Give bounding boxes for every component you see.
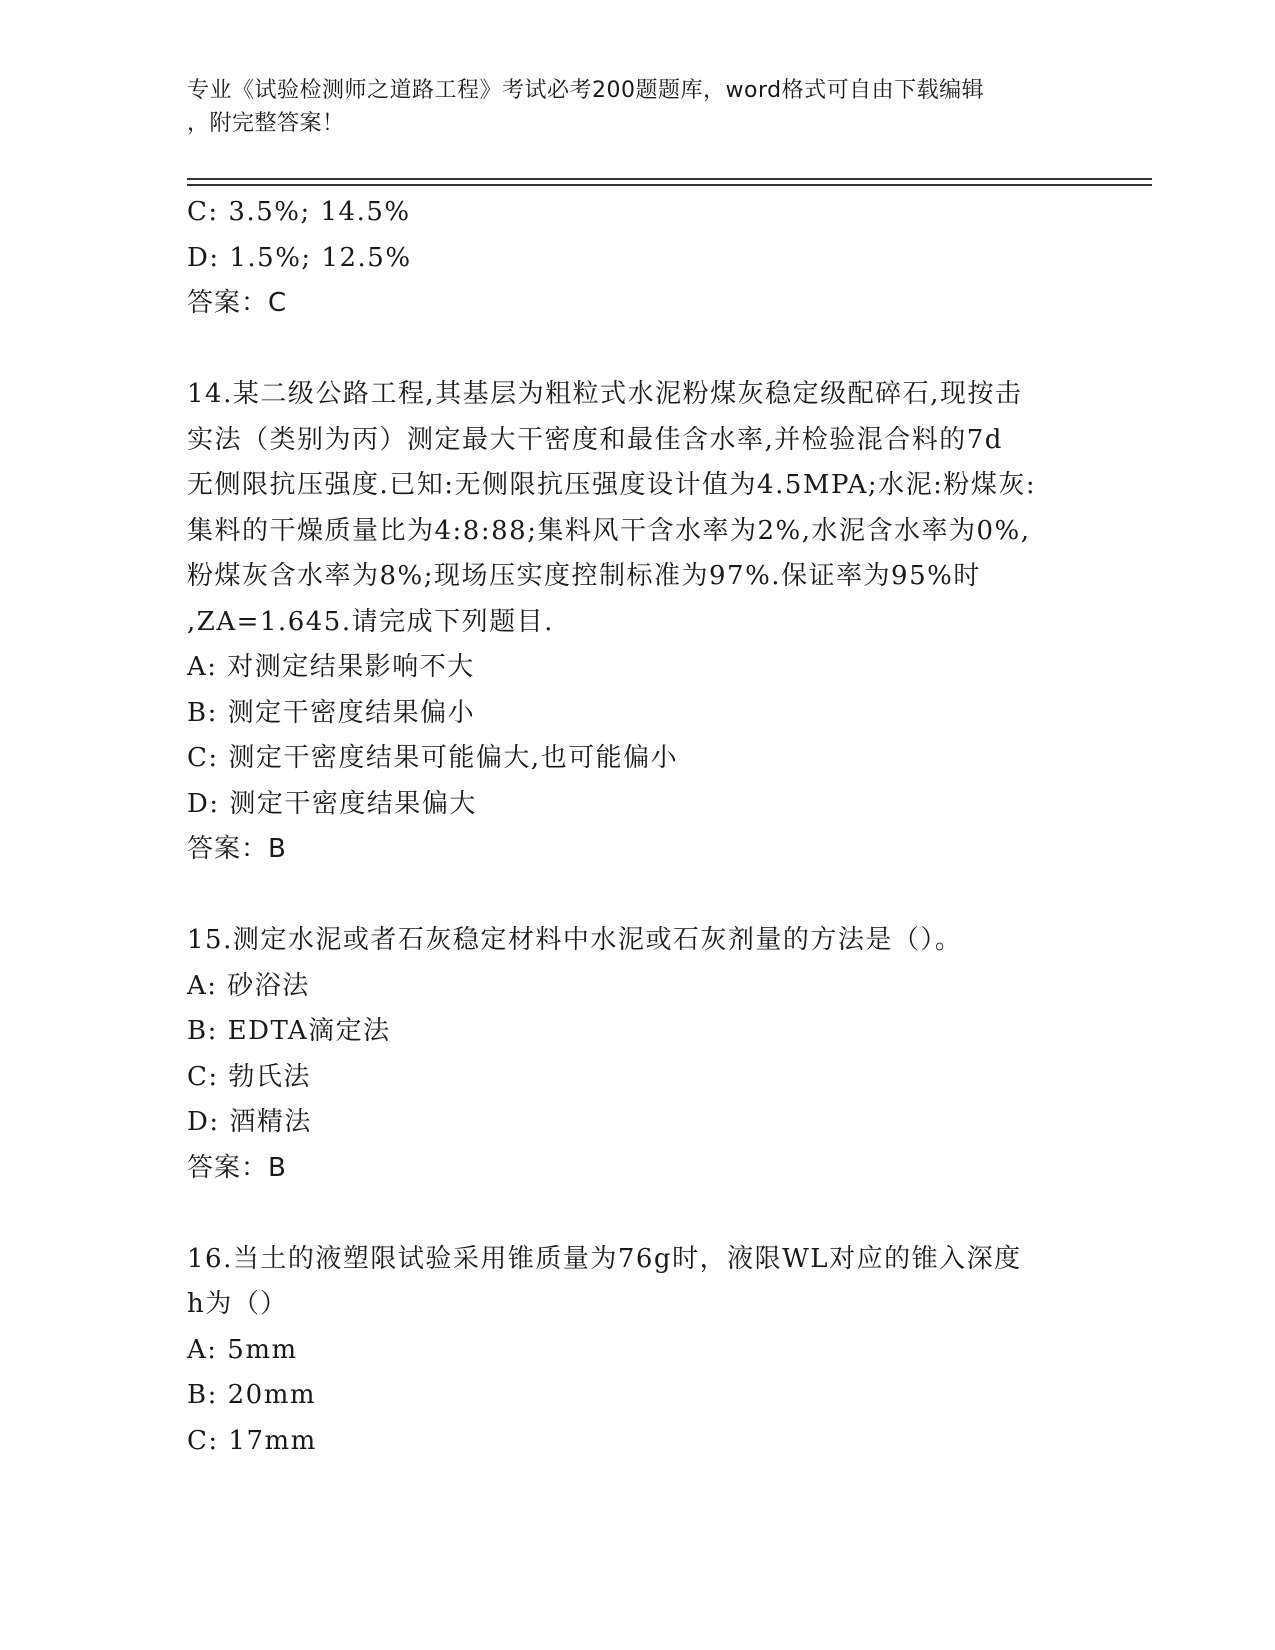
document-body	[187, 190, 1087, 1464]
header-title-line-2: ，附完整答案！	[187, 111, 345, 136]
q16-option-b: B: 20mm	[187, 1380, 317, 1410]
document-header	[187, 74, 1067, 140]
question-14	[187, 372, 1087, 873]
q15-option-a: A: 砂浴法	[187, 970, 310, 1001]
q14-option-b: B: 测定干密度结果偏小	[187, 697, 476, 728]
q15-option-d: D: 酒精法	[187, 1107, 312, 1137]
q14-text-line-1: 14.某二级公路工程,其基层为粗粒式水泥粉煤灰稳定级配碎石,现按击	[187, 379, 1023, 409]
q14-text-line-6: ,ZA=1.645.请完成下列题目.	[187, 606, 554, 637]
q14-text-line-3: 无侧限抗压强度.已知:无侧限抗压强度设计值为4.5MPA;水泥:粉煤灰:	[187, 470, 1037, 500]
q15-text: 15.测定水泥或者石灰稳定材料中水泥或石灰剂量的方法是（）。	[187, 925, 963, 955]
q14-text-line-5: 粉煤灰含水率为8%;现场压实度控制标准为97%.保证率为95%时	[187, 561, 981, 591]
q14-text-line-4: 集料的干燥质量比为4:8:88;集料风干含水率为2%,水泥含水率为0%,	[187, 515, 1031, 546]
question-13	[187, 190, 1087, 327]
spacer	[187, 873, 1087, 919]
q15-option-c: C: 勃氏法	[187, 1061, 311, 1092]
q13-option-d: D: 1.5%; 12.5%	[187, 242, 412, 273]
spacer	[187, 327, 1087, 373]
q14-option-c: C: 测定干密度结果可能偏大,也可能偏小	[187, 743, 679, 773]
q15-option-b: B: EDTA滴定法	[187, 1016, 391, 1046]
q16-text-line-2: h为（）	[187, 1289, 288, 1319]
question-15	[187, 918, 1087, 1191]
q13-answer: 答案：C	[187, 288, 288, 318]
q14-option-d: D: 测定干密度结果偏大	[187, 788, 477, 819]
q16-option-a: A: 5mm	[187, 1334, 298, 1365]
header-divider-top	[187, 178, 1152, 180]
q14-answer: 答案：B	[187, 834, 287, 864]
q16-text-line-1: 16.当土的液塑限试验采用锥质量为76g时，液限WL对应的锥入深度	[187, 1243, 1022, 1274]
header-divider-bottom	[187, 184, 1152, 186]
q13-option-c: C: 3.5%; 14.5%	[187, 197, 411, 227]
header-title-line-1: 专业《试验检测师之道路工程》考试必考200题题库，word格式可自由下载编辑	[187, 78, 985, 103]
spacer	[187, 1191, 1087, 1237]
q14-option-a: A: 对测定结果影响不大	[187, 652, 475, 682]
question-16	[187, 1237, 1087, 1465]
q15-answer: 答案：B	[187, 1152, 287, 1183]
q14-text-line-2: 实法（类别为丙）测定最大干密度和最佳含水率,并检验混合料的7d	[187, 424, 1003, 455]
q16-option-c: C: 17mm	[187, 1425, 317, 1456]
